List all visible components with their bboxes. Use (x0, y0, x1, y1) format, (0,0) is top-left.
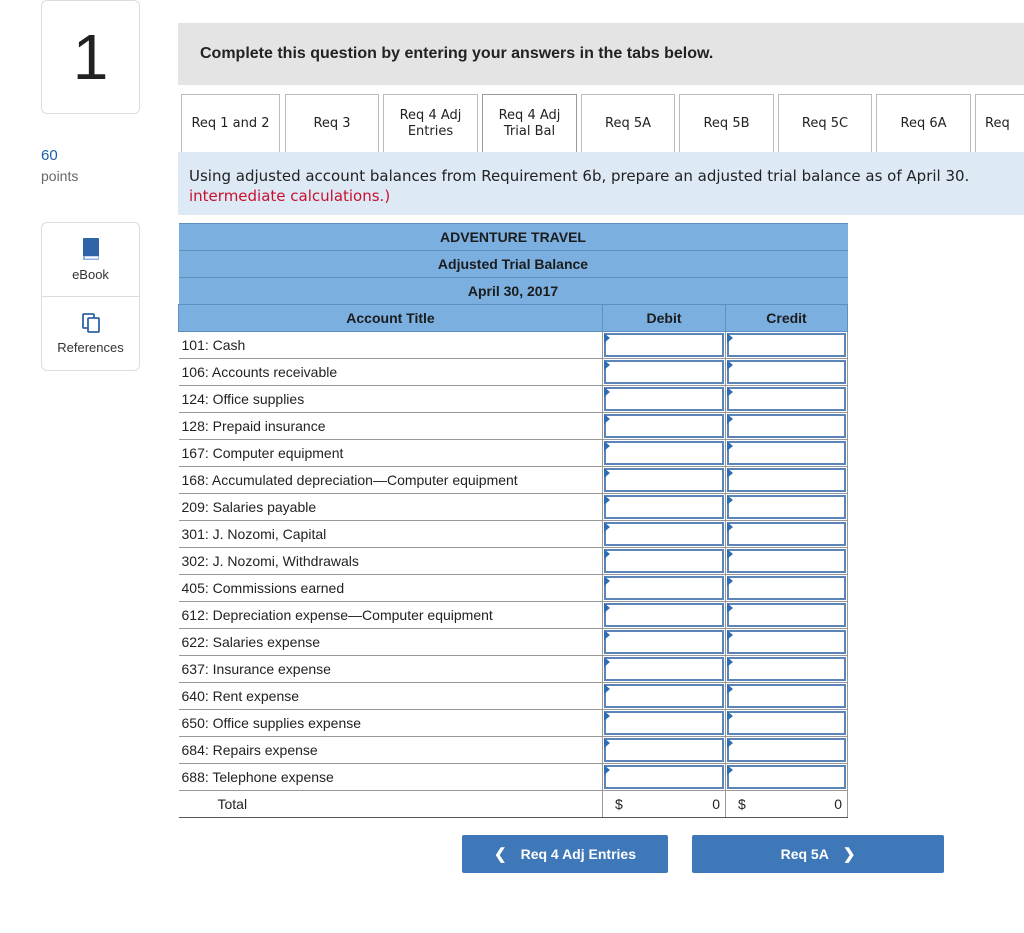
debit-input[interactable] (604, 441, 724, 465)
dropdown-marker-icon (604, 603, 610, 613)
account-title-cell: 640: Rent expense (179, 683, 603, 710)
dropdown-marker-icon (604, 549, 610, 559)
table-row (179, 440, 848, 467)
credit-input[interactable] (727, 549, 846, 573)
credit-cell (726, 332, 848, 359)
dropdown-marker-icon (727, 468, 733, 478)
currency-symbol: $ (738, 796, 746, 812)
credit-input[interactable] (727, 468, 846, 492)
credit-input[interactable] (727, 441, 846, 465)
debit-cell (603, 413, 726, 440)
dropdown-marker-icon (727, 576, 733, 586)
credit-cell (726, 440, 848, 467)
table-row (179, 359, 848, 386)
dropdown-marker-icon (604, 360, 610, 370)
dropdown-marker-icon (604, 657, 610, 667)
chevron-left-icon: ❮ (494, 846, 507, 863)
credit-input[interactable] (727, 765, 846, 789)
table-row (179, 737, 848, 764)
account-title-cell: 168: Accumulated depreciation—Computer equipment (179, 467, 603, 494)
debit-input[interactable] (604, 630, 724, 654)
table-row (179, 602, 848, 629)
account-title-cell: 301: J. Nozomi, Capital (179, 521, 603, 548)
dropdown-marker-icon (604, 414, 610, 424)
dropdown-marker-icon (727, 738, 733, 748)
credit-cell (726, 764, 848, 791)
debit-cell (603, 467, 726, 494)
tab-label: Req 6A (900, 115, 947, 131)
debit-input[interactable] (604, 738, 724, 762)
debit-input[interactable] (604, 522, 724, 546)
debit-cell (603, 332, 726, 359)
prompt-line1: Using adjusted account balances from Requirement 6b, prepare an adjusted trial balance as of April 30. (189, 167, 970, 185)
dropdown-marker-icon (604, 468, 610, 478)
table-row (179, 467, 848, 494)
tab-label-line2: Trial Bal (503, 123, 556, 139)
question-prompt (178, 152, 1024, 215)
account-title-cell: 167: Computer equipment (179, 440, 603, 467)
account-title-cell: 688: Telephone expense (179, 764, 603, 791)
debit-input[interactable] (604, 495, 724, 519)
credit-cell (726, 548, 848, 575)
instruction-text: Complete this question by entering your answers in the tabs below. (200, 45, 714, 62)
debit-header: Debit (603, 305, 726, 332)
debit-input[interactable] (604, 414, 724, 438)
ebook-link[interactable] (42, 223, 139, 296)
tab-label: Req 4 Adj (498, 107, 561, 123)
book-icon (81, 237, 101, 261)
statement-date: April 30, 2017 (179, 278, 848, 305)
points-value: 60 (41, 147, 58, 164)
account-title-header: Account Title (179, 305, 603, 332)
dropdown-marker-icon (604, 630, 610, 640)
credit-cell (726, 494, 848, 521)
debit-input[interactable] (604, 711, 724, 735)
credit-cell (726, 467, 848, 494)
total-credit (726, 791, 848, 818)
account-title-cell: 650: Office supplies expense (179, 710, 603, 737)
credit-cell (726, 413, 848, 440)
dropdown-marker-icon (604, 738, 610, 748)
adjusted-trial-balance-table (178, 223, 848, 818)
account-title-cell: 684: Repairs expense (179, 737, 603, 764)
debit-cell (603, 683, 726, 710)
references-link[interactable] (42, 296, 139, 370)
table-row (179, 710, 848, 737)
tab-req-4-adj-trial-bal[interactable] (482, 94, 577, 152)
debit-cell (603, 386, 726, 413)
debit-cell (603, 710, 726, 737)
resources-panel (41, 222, 140, 371)
dropdown-marker-icon (727, 765, 733, 775)
dropdown-marker-icon (727, 360, 733, 370)
dropdown-marker-icon (604, 333, 610, 343)
credit-cell (726, 521, 848, 548)
dropdown-marker-icon (727, 333, 733, 343)
prompt-line2: intermediate calculations.) (189, 187, 391, 205)
tab-label: Req 3 (313, 115, 351, 131)
credit-input[interactable] (727, 630, 846, 654)
dropdown-marker-icon (604, 387, 610, 397)
debit-cell (603, 521, 726, 548)
dropdown-marker-icon (727, 414, 733, 424)
debit-input[interactable] (604, 603, 724, 627)
question-number: 1 (41, 0, 140, 114)
debit-cell (603, 494, 726, 521)
debit-input[interactable] (604, 468, 724, 492)
currency-symbol: $ (615, 796, 623, 812)
credit-cell (726, 656, 848, 683)
credit-input[interactable] (727, 603, 846, 627)
total-row (179, 791, 848, 818)
tab-req-5a[interactable] (581, 94, 675, 152)
statement-title: Adjusted Trial Balance (179, 251, 848, 278)
credit-cell (726, 737, 848, 764)
debit-cell (603, 656, 726, 683)
table-row (179, 332, 848, 359)
chevron-right-icon: ❯ (842, 846, 856, 863)
account-title-cell: 124: Office supplies (179, 386, 603, 413)
next-req-button[interactable] (692, 835, 944, 873)
table-row (179, 629, 848, 656)
debit-input[interactable] (604, 387, 724, 411)
dropdown-marker-icon (727, 630, 733, 640)
credit-input[interactable] (727, 684, 846, 708)
debit-cell (603, 440, 726, 467)
copy-icon (81, 312, 101, 334)
debit-cell (603, 629, 726, 656)
account-title-cell: 637: Insurance expense (179, 656, 603, 683)
credit-cell (726, 575, 848, 602)
tab-label: Req 1 and 2 (191, 115, 270, 131)
next-button-label: Req 5A (780, 846, 829, 862)
debit-input[interactable] (604, 549, 724, 573)
credit-cell (726, 386, 848, 413)
dropdown-marker-icon (727, 684, 733, 694)
dropdown-marker-icon (604, 441, 610, 451)
table-row (179, 764, 848, 791)
debit-input[interactable] (604, 360, 724, 384)
tab-label: Req (985, 115, 1010, 131)
account-title-cell: 622: Salaries expense (179, 629, 603, 656)
tab-req-5c[interactable] (778, 94, 872, 152)
credit-input[interactable] (727, 387, 846, 411)
debit-input[interactable] (604, 684, 724, 708)
credit-input[interactable] (727, 657, 846, 681)
tab-req-more[interactable] (975, 94, 1024, 152)
credit-input[interactable] (727, 495, 846, 519)
table-row (179, 683, 848, 710)
table-row (179, 413, 848, 440)
dropdown-marker-icon (604, 711, 610, 721)
dropdown-marker-icon (727, 522, 733, 532)
credit-input[interactable] (727, 522, 846, 546)
debit-cell (603, 548, 726, 575)
total-debit (603, 791, 726, 818)
account-title-cell: 612: Depreciation expense—Computer equipment (179, 602, 603, 629)
debit-input[interactable] (604, 576, 724, 600)
table-row (179, 656, 848, 683)
tab-req-3[interactable] (285, 94, 379, 152)
table-row (179, 494, 848, 521)
debit-input[interactable] (604, 657, 724, 681)
credit-input[interactable] (727, 738, 846, 762)
dropdown-marker-icon (604, 765, 610, 775)
tab-req-1-and-2[interactable] (181, 94, 280, 152)
debit-cell (603, 575, 726, 602)
account-title-cell: 101: Cash (179, 332, 603, 359)
debit-cell (603, 359, 726, 386)
total-debit-value: 0 (712, 796, 720, 812)
prev-button-label: Req 4 Adj Entries (520, 846, 636, 862)
credit-input[interactable] (727, 360, 846, 384)
points-label: points (41, 168, 79, 184)
table-row (179, 386, 848, 413)
total-label: Total (179, 791, 603, 818)
debit-input[interactable] (604, 765, 724, 789)
dropdown-marker-icon (727, 657, 733, 667)
debit-cell (603, 764, 726, 791)
debit-input[interactable] (604, 333, 724, 357)
table-row (179, 521, 848, 548)
dropdown-marker-icon (727, 387, 733, 397)
credit-cell (726, 629, 848, 656)
instruction-banner (178, 23, 1024, 85)
dropdown-marker-icon (604, 576, 610, 586)
credit-cell (726, 602, 848, 629)
credit-cell (726, 359, 848, 386)
credit-cell (726, 710, 848, 737)
tab-label: Req 4 Adj (399, 107, 462, 123)
table-row (179, 575, 848, 602)
dropdown-marker-icon (604, 495, 610, 505)
tab-req-4-adj-entries[interactable] (383, 94, 478, 152)
tab-req-6a[interactable] (876, 94, 971, 152)
dropdown-marker-icon (727, 441, 733, 451)
tab-label: Req 5B (703, 115, 750, 131)
account-title-cell: 405: Commissions earned (179, 575, 603, 602)
dropdown-marker-icon (727, 549, 733, 559)
credit-input[interactable] (727, 333, 846, 357)
requirement-tabs (178, 94, 1024, 152)
tab-req-5b[interactable] (679, 94, 774, 152)
ebook-label: eBook (72, 267, 109, 282)
account-title-cell: 302: J. Nozomi, Withdrawals (179, 548, 603, 575)
references-label: References (57, 340, 124, 355)
debit-cell (603, 602, 726, 629)
dropdown-marker-icon (604, 684, 610, 694)
company-name: ADVENTURE TRAVEL (179, 224, 848, 251)
account-title-cell: 128: Prepaid insurance (179, 413, 603, 440)
dropdown-marker-icon (727, 495, 733, 505)
table-row (179, 548, 848, 575)
dropdown-marker-icon (727, 603, 733, 613)
dropdown-marker-icon (727, 711, 733, 721)
account-title-cell: 106: Accounts receivable (179, 359, 603, 386)
debit-cell (603, 737, 726, 764)
tab-label-line2: Entries (407, 123, 454, 139)
credit-input[interactable] (727, 414, 846, 438)
credit-input[interactable] (727, 576, 846, 600)
credit-input[interactable] (727, 711, 846, 735)
prev-req-button[interactable] (462, 835, 668, 873)
total-credit-value: 0 (834, 796, 842, 812)
tab-label: Req 5C (801, 115, 849, 131)
credit-cell (726, 683, 848, 710)
dropdown-marker-icon (604, 522, 610, 532)
account-title-cell: 209: Salaries payable (179, 494, 603, 521)
credit-header: Credit (726, 305, 848, 332)
tab-label: Req 5A (605, 115, 651, 131)
